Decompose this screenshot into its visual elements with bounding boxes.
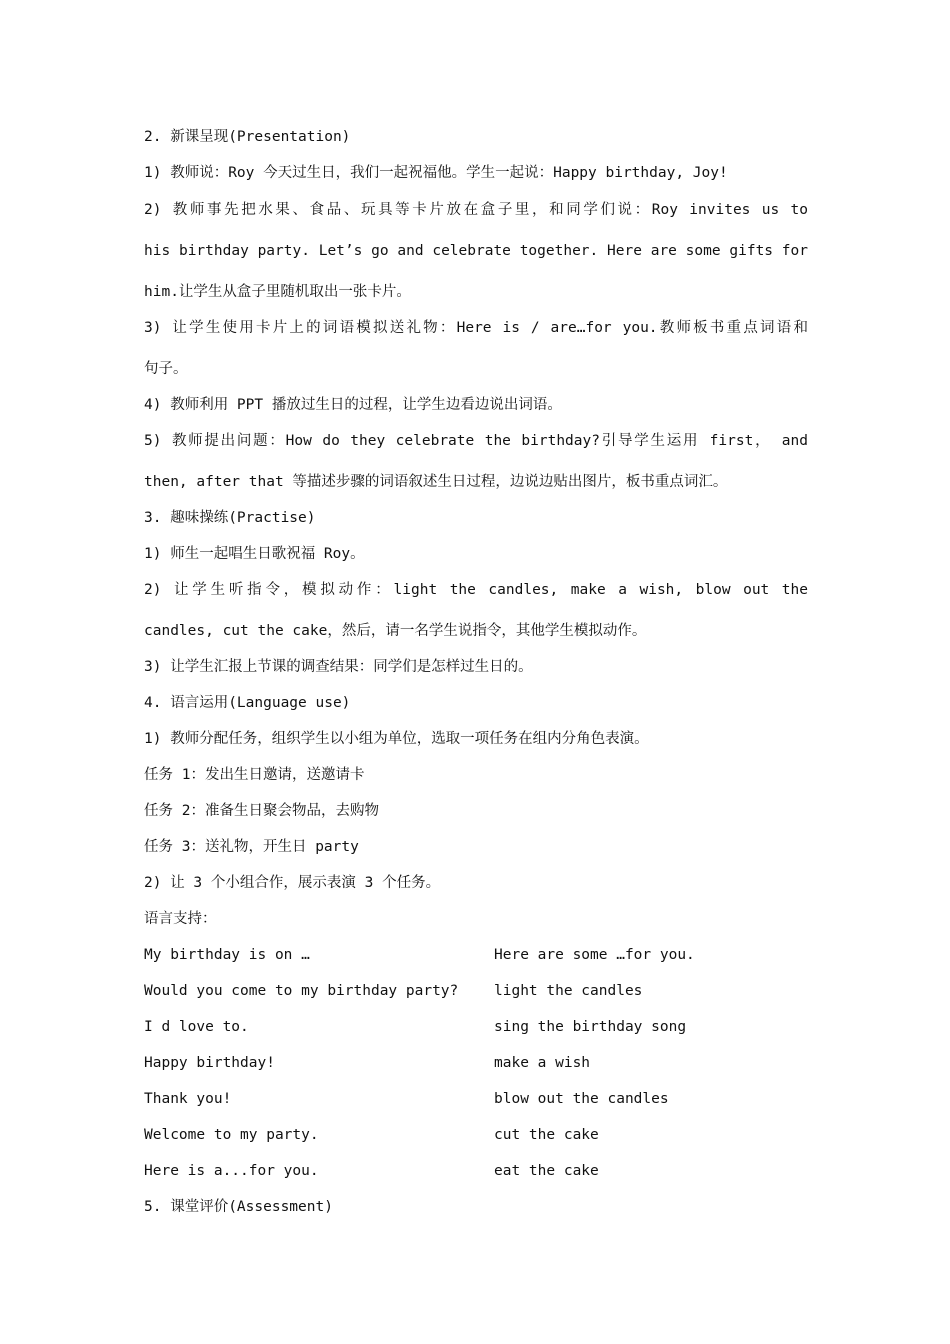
table-cell-right: blow out the candles	[494, 1091, 669, 1107]
table-row	[144, 1089, 669, 1109]
paragraph-line: 3) 让学生使用卡片上的词语模拟送礼物：Here is / are…for you.教师板书重点词语和	[144, 320, 808, 336]
table-row	[144, 1053, 591, 1073]
table-row	[144, 1017, 687, 1037]
table-cell-left: My birthday is on …	[144, 947, 310, 963]
section-heading-assessment: 5. 课堂评价(Assessment)	[144, 1199, 333, 1215]
task-line: 任务 2：准备生日聚会物品，去购物	[144, 803, 379, 819]
task-line: 任务 3：送礼物，开生日 party	[144, 839, 359, 855]
paragraph-line: 5) 教师提出问题：How do they celebrate the birthday?引导学生运用 first， and	[144, 433, 808, 449]
table-cell-left: Happy birthday!	[144, 1055, 275, 1071]
table-cell-left: I d love to.	[144, 1019, 249, 1035]
paragraph-line: then, after that 等描述步骤的词语叙述生日过程，边说边贴出图片，板书重点词汇。	[144, 474, 728, 490]
table-cell-right: Here are some …for you.	[494, 947, 695, 963]
table-cell-right: eat the cake	[494, 1163, 599, 1179]
paragraph-line: him.让学生从盒子里随机取出一张卡片。	[144, 284, 411, 300]
table-cell-right: sing the birthday song	[494, 1019, 687, 1035]
table-row	[144, 981, 643, 1001]
table-cell-left: Thank you!	[144, 1091, 232, 1107]
table-row	[144, 945, 695, 965]
paragraph-line: 1) 教师说：Roy 今天过生日，我们一起祝福他。学生一起说：Happy birthday, Joy!	[144, 165, 728, 181]
table-cell-right: make a wish	[494, 1055, 591, 1071]
language-support-label: 语言支持：	[144, 911, 217, 927]
table-cell-left: Welcome to my party.	[144, 1127, 319, 1143]
section-heading-presentation: 2. 新课呈现(Presentation)	[144, 129, 351, 145]
paragraph-line: 2) 让 3 个小组合作，展示表演 3 个任务。	[144, 875, 441, 891]
table-cell-left: Would you come to my birthday party?	[144, 983, 459, 999]
section-heading-practise: 3. 趣味操练(Practise)	[144, 510, 316, 526]
paragraph-line: 1) 师生一起唱生日歌祝福 Roy。	[144, 546, 365, 562]
paragraph-line: 句子。	[144, 361, 188, 377]
table-cell-right: light the candles	[494, 983, 643, 999]
table-row	[144, 1125, 599, 1145]
table-cell-left: Here is a...for you.	[144, 1163, 319, 1179]
table-cell-right: cut the cake	[494, 1127, 599, 1143]
paragraph-line: 3) 让学生汇报上节课的调查结果：同学们是怎样过生日的。	[144, 659, 533, 675]
section-heading-language-use: 4. 语言运用(Language use)	[144, 695, 351, 711]
table-row	[144, 1161, 599, 1181]
paragraph-line: 1) 教师分配任务，组织学生以小组为单位，选取一项任务在组内分角色表演。	[144, 731, 649, 747]
paragraph-line: 4) 教师利用 PPT 播放过生日的过程，让学生边看边说出词语。	[144, 397, 562, 413]
paragraph-line: his birthday party. Let’s go and celebrate together. Here are some gifts for	[144, 243, 808, 259]
paragraph-line: 2) 让学生听指令，模拟动作：light the candles, make a wish, blow out the	[144, 582, 808, 598]
task-line: 任务 1：发出生日邀请，送邀请卡	[144, 767, 365, 783]
paragraph-line: candles, cut the cake，然后，请一名学生说指令，其他学生模拟动作。	[144, 623, 647, 639]
paragraph-line: 2) 教师事先把水果、食品、玩具等卡片放在盒子里，和同学们说：Roy invites us to	[144, 202, 808, 218]
